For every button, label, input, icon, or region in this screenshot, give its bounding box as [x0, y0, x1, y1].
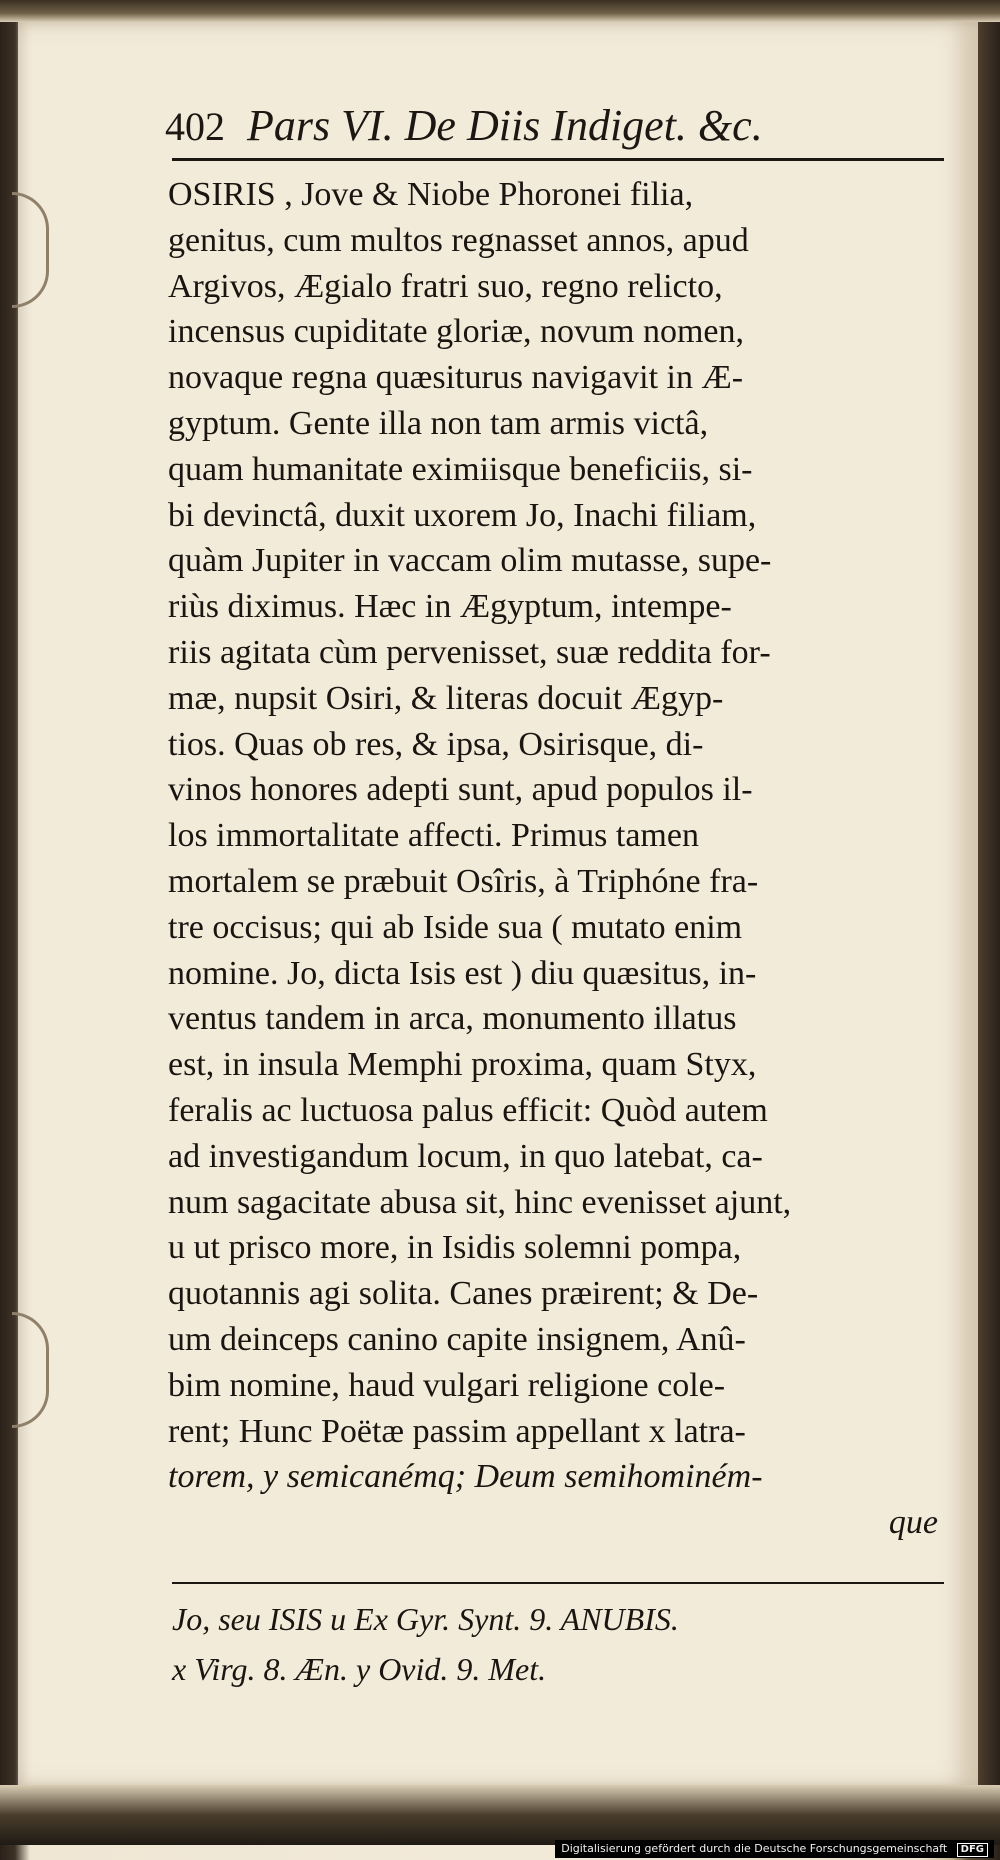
- main-text: [168, 172, 958, 1546]
- text-line: gyptum. Gente illa non tam armis victâ,: [168, 404, 709, 442]
- text-line: nomine. Jo, dicta Isis est ) diu quæsitus, in-: [168, 954, 757, 992]
- binding-ring: [12, 192, 49, 308]
- book-top-edge: [0, 0, 1000, 22]
- text-line: mæ, nupsit Osiri, & literas docuit Ægyp-: [168, 679, 724, 717]
- book-bottom-edge: [0, 1785, 1000, 1845]
- text-line: genitus, cum multos regnasset annos, apud: [168, 221, 749, 259]
- header-rule: [172, 158, 944, 161]
- credit-text: Digitalisierung gefördert durch die Deutsche Forschungsgemeinschaft: [561, 1842, 948, 1855]
- text-line: vinos honores adepti sunt, apud populos il-: [168, 771, 753, 809]
- text-line: est, in insula Memphi proxima, quam Styx,: [168, 1046, 757, 1084]
- text-line: novaque regna quæsiturus navigavit in Æ-: [168, 359, 744, 397]
- text-line: ad investigandum locum, in quo latebat, ca-: [168, 1137, 763, 1175]
- text-line: Argivos, Ægialo fratri suo, regno relicto,: [168, 267, 723, 305]
- running-header: [165, 100, 945, 160]
- page-number: 402: [165, 104, 225, 149]
- text-line: bi devinctâ, duxit uxorem Jo, Inachi filiam,: [168, 496, 757, 534]
- digitization-credit: [555, 1840, 994, 1858]
- binding-ring: [12, 1312, 49, 1428]
- text-line: ventus tandem in arca, monumento illatus: [168, 1000, 737, 1038]
- text-line: feralis ac luctuosa palus efficit: Quòd autem: [168, 1091, 768, 1129]
- footnote-line: Jo, seu ISIS u Ex Gyr. Synt. 9. ANUBIS.: [172, 1601, 679, 1637]
- text-line: quam humanitate eximiisque beneficiis, si-: [168, 450, 753, 488]
- text-line: num sagacitate abusa sit, hinc evenisset ajunt,: [168, 1183, 792, 1221]
- text-line: mortalem se præbuit Osîris, à Triphóne fra-: [168, 862, 759, 900]
- footnote-rule: [172, 1582, 944, 1584]
- text-line: u ut prisco more, in Isidis solemni pompa,: [168, 1229, 742, 1267]
- dfg-logo: DFG: [957, 1843, 988, 1857]
- text-line: los immortalitate affecti. Primus tamen: [168, 817, 699, 855]
- footnotes: [172, 1594, 962, 1694]
- text-line: rent; Hunc Poëtæ passim appellant x latra-: [168, 1412, 746, 1450]
- text-line: quotannis agi solita. Canes præirent; & De-: [168, 1275, 759, 1313]
- text-line: riùs diximus. Hæc in Ægyptum, intempe-: [168, 588, 732, 626]
- text-line: tios. Quas ob res, & ipsa, Osirisque, di-: [168, 725, 704, 763]
- text-line: incensus cupiditate gloriæ, novum nomen,: [168, 313, 745, 351]
- text-line: riis agitata cùm pervenisset, suæ reddita for-: [168, 633, 771, 671]
- running-title: Pars VI. De Diis Indiget. &c.: [247, 101, 763, 150]
- text-line: torem, y semicanémq; Deum semihominém-: [168, 1458, 763, 1496]
- text-line: bim nomine, haud vulgari religione cole-: [168, 1366, 726, 1404]
- text-line: OSIRIS , Jove & Niobe Phoronei filia,: [168, 176, 694, 213]
- text-line: tre occisus; qui ab Iside sua ( mutato enim: [168, 908, 743, 946]
- catchword: que: [888, 1504, 938, 1542]
- text-line: quàm Jupiter in vaccam olim mutasse, supe-: [168, 542, 772, 580]
- footnote-line: x Virg. 8. Æn. y Ovid. 9. Met.: [172, 1651, 547, 1687]
- text-line: um deinceps canino capite insignem, Anû-: [168, 1320, 746, 1358]
